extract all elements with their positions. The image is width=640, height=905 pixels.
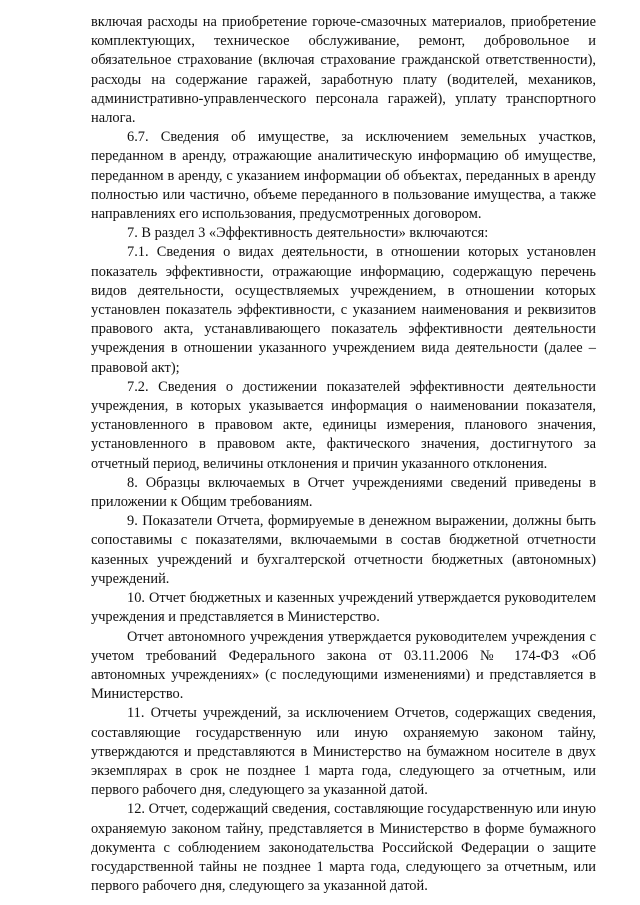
paragraph-11-paper-submission: 11. Отчеты учреждений, за исключением Отчетов, содержащих сведения, составляющие государственную или иную охраняемую законом тайну, утверждаются и представляются в Министерство на бумажном носителе в двух экземплярах в срок не позднее 1 марта года, следующего за отчетным, или первого рабочего дня, следующего за указанной датой.	[91, 705, 596, 799]
paragraph-6-7-leased-property: 6.7. Сведения об имуществе, за исключением земельных участков, переданном в аренду, отражающие аналитическую информацию об имуществе, переданном в аренду, с указанием информации об объектах, переданных в аренду полностью или частично, объеме переданного в пользование имущества, а также направлениях его использования, предусмотренных договором.	[91, 129, 596, 223]
paragraph-10-approval: 10. Отчет бюджетных и казенных учреждений утверждается руководителем учреждения и представляется в Министерство.	[91, 590, 596, 626]
paragraph-7-2-indicators: 7.2. Сведения о достижении показателей эффективности деятельности учреждения, в которых указывается информация о наименовании показателя, установленного в правовом акте, единицы измерения, планового значения, установленного в правовом акте, фактического значения, достигнутого за отчетный период, величины отклонения и причин указанного отклонения.	[91, 378, 596, 472]
paragraph-continuation-transport-expenses: включая расходы на приобретение горюче-смазочных материалов, приобретение комплектующих, техническое обслуживание, ремонт, добровольное и обязательное страхование (включая страхование гражданской ответственности), расходы на содержание гаражей, заработную плату (водителей, механиков, административно-управленческого персонала гаражей), уплату транспортного налога.	[91, 14, 596, 127]
paragraph-10-autonomous-approval: Отчет автономного учреждения утверждается руководителем учреждения с учетом требований Федерального закона от 03.11.2006 № 174-ФЗ «Об автономных учреждениях» (с последующими изменениями) и представляется в Министерство.	[91, 628, 596, 703]
paragraph-8-samples: 8. Образцы включаемых в Отчет учреждениями сведений приведены в приложении к Общим требованиям.	[91, 474, 596, 511]
paragraph-12-secret-report: 12. Отчет, содержащий сведения, составляющие государственную или иную охраняемую законом тайну, представляется в Министерство в форме бумажного документа с соблюдением законодательства Российской Федерации о защите государственной тайны не позднее 1 марта года, следующего за отчетным, или первого рабочего дня, следующего за указанной датой.	[91, 801, 596, 895]
paragraph-7-1-activity-types: 7.1. Сведения о видах деятельности, в отношении которых установлен показатель эффективности, отражающие информацию, содержащую перечень видов деятельности, осуществляемых учреждением, в отношении которых установлен показатель эффективности, с указанием наименования и реквизитов правового акта, устанавливающего показатель эффективности деятельности учреждения в отношении указанного учреждением вида деятельности (далее – правовой акт);	[91, 244, 596, 376]
document-page	[91, 13, 596, 896]
paragraph-7-section-3: 7. В раздел 3 «Эффективность деятельности» включаются:	[127, 225, 489, 242]
paragraph-9-report-indicators: 9. Показатели Отчета, формируемые в денежном выражении, должны быть сопоставимы с показателями, включаемыми в состав бюджетной отчетности казенных учреждений и бухгалтерской отчетности бюджетных (автономных) учреждений.	[91, 513, 596, 587]
